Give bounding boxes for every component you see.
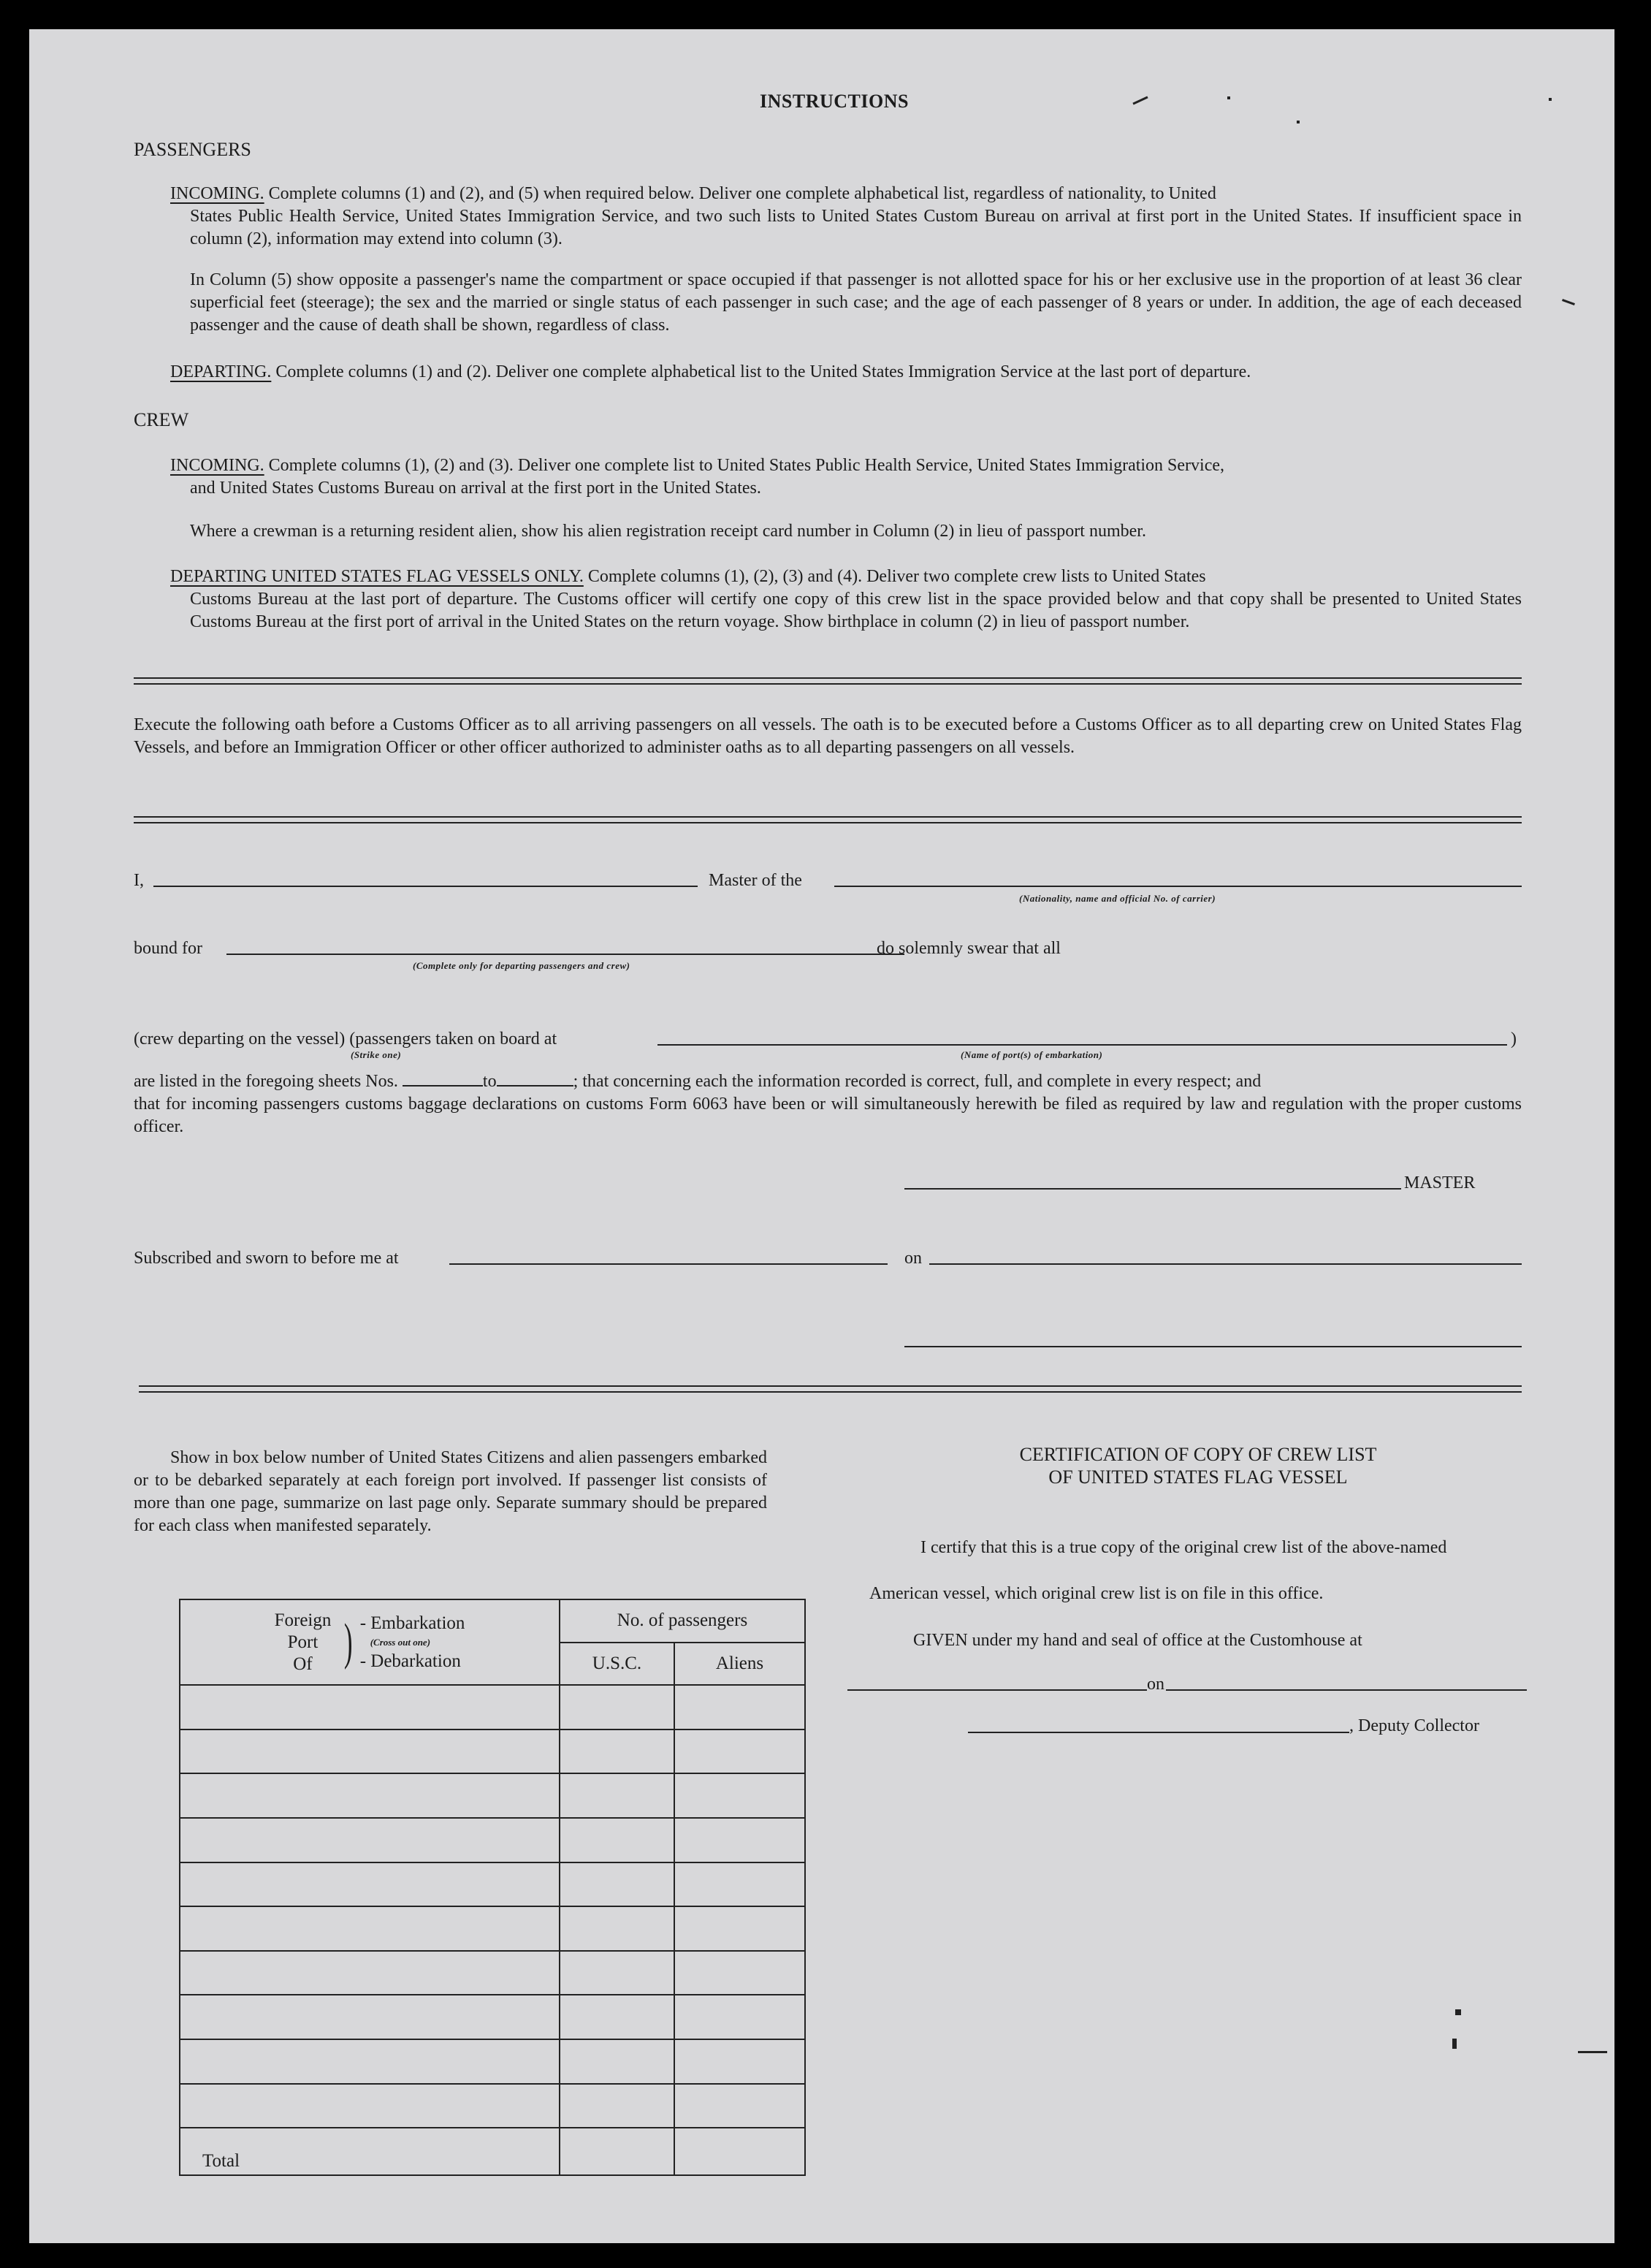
scan-speck [1455, 2009, 1461, 2015]
usc-total-cell[interactable] [560, 2128, 674, 2175]
passengers-incoming-text: Complete columns (1) and (2), and (5) when required below. Deliver one complete alphabetical list, regardless of nationality, to United [268, 184, 1216, 203]
aliens-cell[interactable] [674, 1729, 805, 1774]
to-label: to [482, 1072, 497, 1091]
crew-incoming-text: Complete columns (1), (2) and (3). Deliver one complete list to United States Public Health Service, United States Immigration Service, [268, 456, 1225, 475]
usc-cell[interactable] [560, 1773, 674, 1818]
foreign-port-of [275, 1610, 332, 1675]
usc-cell[interactable] [560, 2039, 674, 2084]
given-text: GIVEN under my hand and seal of office at the Customhouse at [913, 1631, 1362, 1650]
passengers-incoming-rest: States Public Health Service, United States Immigration Service, and two such lists to United States Custom Bureau on arrival at first port in the United States. If insufficient space in column (2), information may extend into column (3). [190, 207, 1522, 248]
passengers-incoming-line1 [170, 183, 1522, 205]
certification-title [869, 1443, 1527, 1488]
port-cell[interactable] [180, 1729, 560, 1774]
usc-cell[interactable] [560, 1906, 674, 1951]
crew-departing-rest: Customs Bureau at the last port of departure. The Customs officer will certify one copy of this crew list in the space provided below and that copy shall be presented to United States Customs Bureau at the first port of arrival in the United States on the return voyage. Show birthplace in column (2) in lieu of passport number. [190, 590, 1522, 631]
cert-date-line[interactable] [1166, 1689, 1527, 1691]
deputy-collector-label: , Deputy Collector [1349, 1716, 1479, 1735]
master-name-line[interactable] [153, 886, 698, 887]
embark-debark [360, 1613, 465, 1673]
embarkation-label: - Embarkation [359, 1613, 465, 1633]
master-label: MASTER [1404, 1173, 1476, 1192]
usc-cell[interactable] [560, 1685, 674, 1729]
port-header-cell [180, 1599, 560, 1685]
oath-rest-text: that for incoming passengers customs baggage declarations on customs Form 6063 have been or will simultaneously herewith be filed as required by law and regulation with the proper customs officer. [134, 1095, 1522, 1136]
crew-departing-text: Complete columns (1), (2), (3) and (4). Deliver two complete crew lists to United States [587, 567, 1206, 586]
customhouse-line[interactable] [847, 1689, 1147, 1691]
no-of-passengers-header: No. of passengers [560, 1599, 805, 1643]
scan-speck [1578, 2051, 1607, 2053]
cross-out-caption: (Cross out one) [370, 1636, 431, 1648]
port-embarkation-line[interactable] [657, 1044, 1507, 1046]
port-label: Port [287, 1632, 319, 1652]
total-label-cell [180, 2128, 560, 2175]
aliens-cell[interactable] [674, 1862, 805, 1907]
crew-incoming-label: INCOMING. [170, 456, 264, 475]
aliens-header: Aliens [674, 1643, 805, 1686]
nationality-caption: (Nationality, name and official No. of carrier) [1019, 893, 1216, 904]
close-paren: ) [1511, 1030, 1517, 1049]
aliens-cell[interactable] [674, 2039, 805, 2084]
subscribed-at-line[interactable] [449, 1263, 888, 1265]
passengers-departing-label: DEPARTING. [170, 362, 272, 381]
aliens-total-cell[interactable] [674, 2128, 805, 2175]
scan-speck [1562, 299, 1575, 305]
aliens-cell[interactable] [674, 1951, 805, 1995]
port-cell[interactable] [180, 2039, 560, 2084]
port-cell[interactable] [180, 2084, 560, 2128]
crew-heading: CREW [134, 409, 189, 430]
scan-speck [1297, 121, 1300, 123]
officer-signature-line[interactable] [904, 1346, 1522, 1347]
usc-cell[interactable] [560, 1818, 674, 1862]
foreign-label: Foreign [274, 1610, 332, 1630]
passengers-departing-text: Complete columns (1) and (2). Deliver one complete alphabetical list to the United States Immigration Service at the last port of departure. [275, 362, 1251, 381]
separator-rule [139, 1385, 1522, 1393]
total-label: Total [202, 2151, 240, 2171]
debarkation-label: - Debarkation [359, 1651, 461, 1671]
usc-cell[interactable] [560, 1862, 674, 1907]
oath-instructions-text: Execute the following oath before a Customs Officer as to all arriving passengers on all vessels. The oath is to be executed before a Customs Officer as to all departing crew on United States Flag Vessels, and before an Immigration Officer or other officer authorized to administer oaths as to all departing passengers on all vessels. [134, 715, 1522, 757]
certification-title-line1: CERTIFICATION OF COPY OF CREW LIST [1019, 1444, 1377, 1465]
port-caption: (Name of port(s) of embarkation) [961, 1049, 1103, 1060]
are-listed-line [134, 1070, 1522, 1093]
passengers-column5-text: In Column (5) show opposite a passenger's name the compartment or space occupied if that passenger is not allotted space for his or her exclusive use in the proportion of at least 36 clear superficial feet (steerage); the sex and the married or single status of each passenger in such case; and the age of each passenger of 8 years or under. In addition, the age of each deceased passenger and the cause of death shall be shown, regardless of class. [190, 270, 1522, 335]
crew-incoming-rest: and United States Customs Bureau on arrival at the first port in the United States. [190, 479, 761, 498]
are-listed-text: are listed in the foregoing sheets Nos. [134, 1072, 398, 1091]
sheet-to-line[interactable] [497, 1085, 573, 1087]
crew-departing-oath-label: (crew departing on the vessel) (passengers taken on board at [134, 1030, 557, 1049]
port-cell[interactable] [180, 1995, 560, 2039]
sheet-from-line[interactable] [403, 1085, 483, 1087]
passengers-heading: PASSENGERS [134, 139, 251, 160]
scan-speck [1452, 2039, 1457, 2049]
oath-i-label: I, [134, 871, 144, 890]
port-cell[interactable] [180, 1951, 560, 1995]
complete-only-caption: (Complete only for departing passengers and crew) [413, 960, 630, 971]
scan-speck [1549, 98, 1552, 101]
crew-incoming-line1 [170, 454, 1522, 477]
port-cell[interactable] [180, 1773, 560, 1818]
crew-departing-label: DEPARTING UNITED STATES FLAG VESSELS ONLY. [170, 567, 584, 586]
master-signature-line[interactable] [904, 1188, 1401, 1190]
passenger-summary-table [179, 1599, 806, 2176]
certify-line1: I certify that this is a true copy of the original crew list of the above-named [920, 1538, 1447, 1557]
cert-on-label: on [1147, 1675, 1164, 1694]
aliens-cell[interactable] [674, 1995, 805, 2039]
port-cell[interactable] [180, 1685, 560, 1729]
aliens-cell[interactable] [674, 1906, 805, 1951]
usc-header: U.S.C. [560, 1643, 674, 1686]
concerning-text: ; that concerning each the information recorded is correct, full, and complete in every respect; and [573, 1072, 1262, 1091]
usc-cell[interactable] [560, 1729, 674, 1774]
usc-cell[interactable] [560, 1951, 674, 1995]
port-cell[interactable] [180, 1906, 560, 1951]
subscribed-label: Subscribed and sworn to before me at [134, 1249, 399, 1268]
crew-departing-line1 [170, 566, 1522, 588]
certify-line2: American vessel, which original crew list is on file in this office. [869, 1584, 1324, 1603]
port-cell[interactable] [180, 1818, 560, 1862]
strike-one-caption: (Strike one) [351, 1049, 402, 1060]
brace-left: ) [344, 1613, 353, 1670]
aliens-cell[interactable] [674, 1685, 805, 1729]
aliens-cell[interactable] [674, 2084, 805, 2128]
bound-for-label: bound for [134, 939, 202, 958]
passengers-incoming-label: INCOMING. [170, 184, 264, 203]
subscribed-on-line[interactable] [929, 1263, 1522, 1265]
separator-rule [134, 677, 1522, 685]
instructions-title: INSTRUCTIONS [760, 91, 909, 112]
certification-title-line2: OF UNITED STATES FLAG VESSEL [1048, 1466, 1348, 1488]
scan-speck [1227, 96, 1230, 99]
separator-rule [134, 816, 1522, 823]
summary-text: Show in box below number of United States Citizens and alien passengers embarked or to be debarked separately at each foreign port involved. If passenger list consists of more than one page, summarize on last page only. Separate summary should be prepared for each class when manifested separately. [134, 1448, 767, 1535]
deputy-signature-line[interactable] [968, 1732, 1349, 1733]
of-label: Of [293, 1654, 313, 1674]
do-solemnly-label: do solemnly swear that all [877, 939, 1061, 958]
master-of-the-label: Master of the [709, 871, 802, 890]
usc-cell[interactable] [560, 2084, 674, 2128]
usc-cell[interactable] [560, 1995, 674, 2039]
form-page [29, 29, 1614, 2243]
subscribed-on-label: on [904, 1249, 922, 1268]
port-cell[interactable] [180, 1862, 560, 1907]
scan-speck [1132, 96, 1148, 104]
crew-resident-text: Where a crewman is a returning resident alien, show his alien registration receipt card number in Column (2) in lieu of passport number. [190, 522, 1146, 541]
aliens-cell[interactable] [674, 1773, 805, 1818]
aliens-cell[interactable] [674, 1818, 805, 1862]
passengers-departing [170, 361, 1522, 384]
carrier-line[interactable] [834, 886, 1522, 887]
bound-for-line[interactable] [226, 954, 904, 955]
